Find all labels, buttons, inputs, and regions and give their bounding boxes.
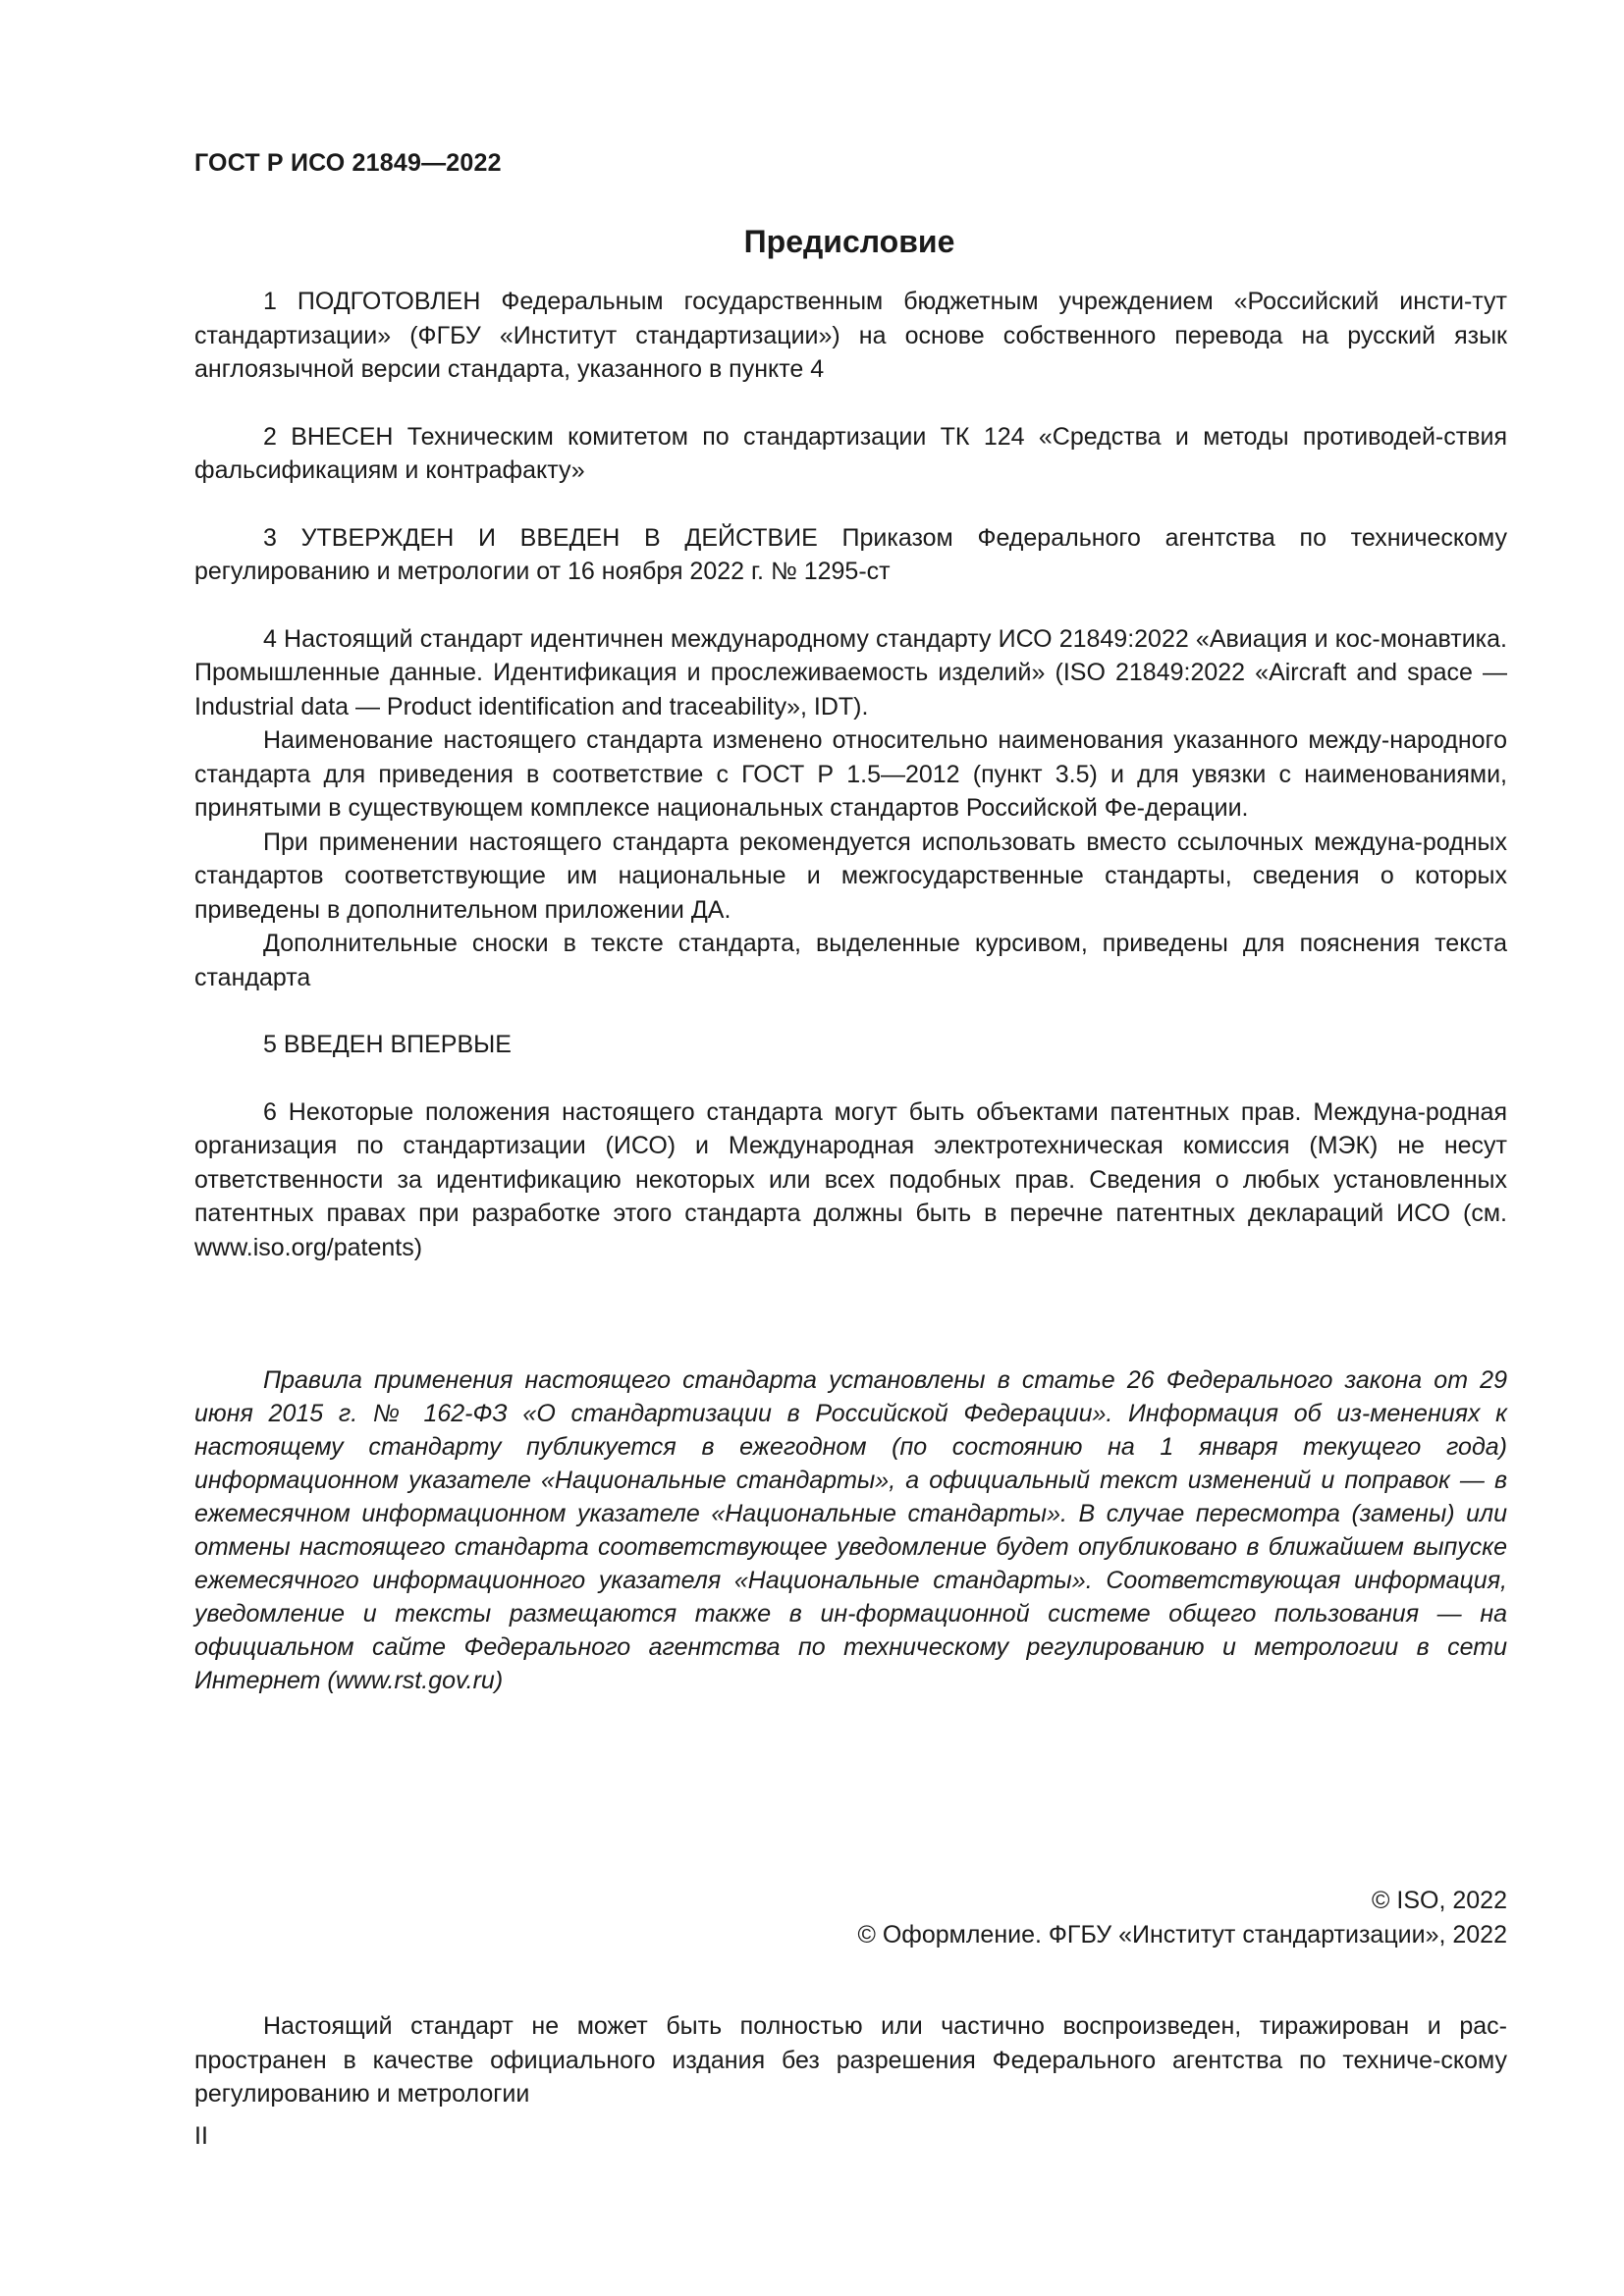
standard-designation: ГОСТ Р ИСО 21849—2022 bbox=[194, 149, 502, 177]
paragraph-approved: 3 УТВЕРЖДЕН И ВВЕДЕН В ДЕЙСТВИЕ Приказом Федерального агентства по техническому регулированию и метрологии от 16 ноября 2022 г. № 1295-ст bbox=[194, 523, 1507, 585]
paragraph-submitted: 2 ВНЕСЕН Техническим комитетом по стандартизации ТК 124 «Средства и методы противодей-ствия фальсификациям и контрафакту» bbox=[194, 422, 1507, 484]
paragraph-patents: 6 Некоторые положения настоящего стандарта могут быть объектами патентных прав. Междуна-родная организация по стандартизации (ИСО) и Международная электротехническая комиссия (МЭК) не несут ответственности за идентификацию некоторых или всех подобных прав. Сведения о любых установленных патентных правах при разработке этого стандарта должны быть в перечне патентных деклараций ИСО (см. www.iso.org/patents) bbox=[194, 1097, 1507, 1261]
paragraph-title-changed: Наименование настоящего стандарта изменено относительно наименования указанного между-народного стандарта для приведения в соответствие с ГОСТ Р 1.5—2012 (пункт 3.5) и для увязки с наименованиями, принятыми в существующем комплексе национальных стандартов Российской Фе-дерации. bbox=[194, 726, 1507, 822]
paragraph-identical: 4 Настоящий стандарт идентичнен международному стандарту ИСО 21849:2022 «Авиация и кос-монавтика. Промышленные данные. Идентификация и прослеживаемость изделий» (ISO 21849:2022 «Aircraft and space — Industrial data — Product identification and traceability», IDT). bbox=[194, 624, 1507, 721]
paragraph-footnotes: Дополнительные сноски в тексте стандарта, выделенные курсивом, приведены для пояснения текста стандарта bbox=[194, 930, 1507, 991]
rules-note bbox=[194, 1363, 1507, 1697]
rules-note-text: Правила применения настоящего стандарта установлены в статье 26 Федерального закона от 29 июня 2015 г. № 162-ФЗ «О стандартизации в Российской Федерации». Информация об из-менениях к настоящему стандарту публикуется в ежегодном (по состоянию на 1 января текущего года) информационном указателе «Национальные стандарты», а официальный текст изменений и поправок — в ежемесячном информационном указателе «Национальные стандарты». В случае пересмотра (замены) или отмены настоящего стандарта соответствующее уведомление будет опубликовано в ближайшем выпуске ежемесячного информационного указателя «Национальные стандарты». Соответствующая информация, уведомление и тексты размещаются также в ин-формационной системе общего пользования — на официальном сайте Федерального агентства по техническому регулированию и метрологии в сети Интернет (www.rst.gov.ru) bbox=[194, 1366, 1507, 1694]
page-number: II bbox=[194, 2122, 208, 2150]
foreword-body bbox=[194, 285, 1507, 1264]
paragraph-first-introduced: 5 ВВЕДЕН ВПЕРВЫЕ bbox=[263, 1031, 512, 1058]
reprint-notice-text: Настоящий стандарт не может быть полностью или частично воспроизведен, тиражирован и рас-пространен в качестве официального издания без разрешения Федерального агентства по техниче-скому регулированию и метрологии bbox=[194, 2012, 1507, 2108]
copyright-block bbox=[857, 1884, 1507, 1952]
page-title: Предисловие bbox=[743, 224, 955, 259]
paragraph-prepared: 1 ПОДГОТОВЛЕН Федеральным государственным бюджетным учреждением «Российский инсти-тут стандартизации» (ФГБУ «Институт стандартизации») на основе собственного перевода на русский язык англоязычной версии стандарта, указанного в пункте 4 bbox=[194, 288, 1507, 383]
copyright-iso: © ISO, 2022 bbox=[1372, 1887, 1507, 1914]
copyright-design: © Оформление. ФГБУ «Институт стандартизации», 2022 bbox=[857, 1921, 1507, 1949]
paragraph-references: При применении настоящего стандарта рекомендуется использовать вместо ссылочных междуна-родных стандартов соответствующие им национальные и межгосударственные стандарты, сведения о которых приведены в дополнительном приложении ДА. bbox=[194, 828, 1507, 924]
reprint-notice bbox=[194, 2009, 1507, 2111]
